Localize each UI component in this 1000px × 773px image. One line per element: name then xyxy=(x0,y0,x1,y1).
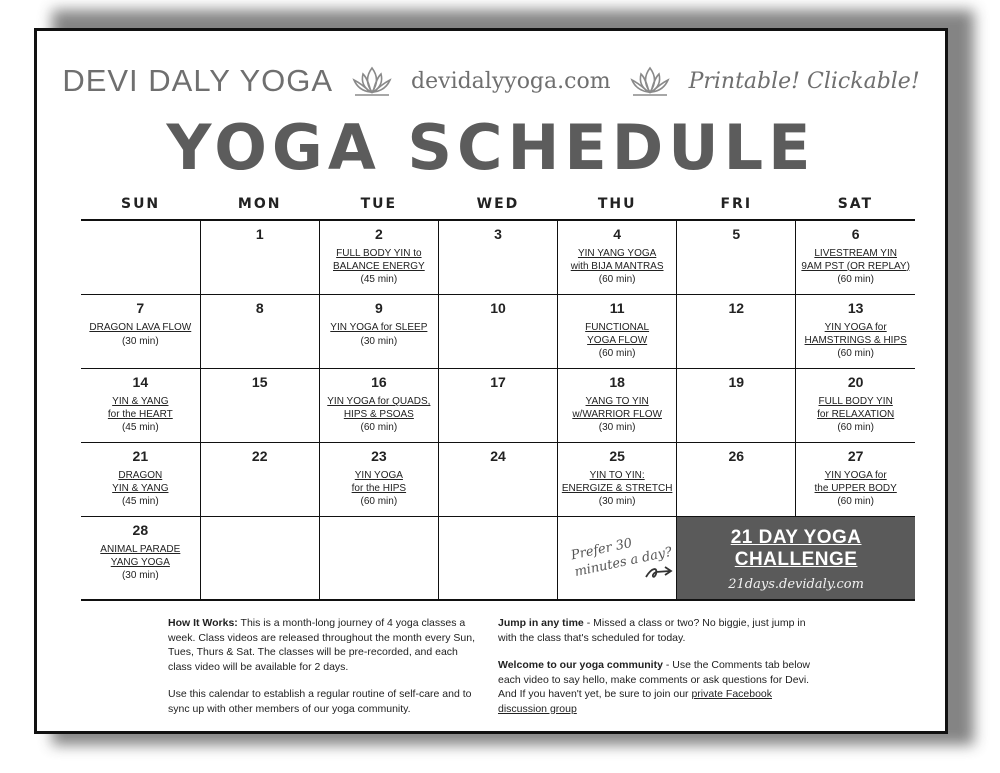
day-cell xyxy=(200,220,319,295)
day-number: 27 xyxy=(847,448,864,464)
lotus-icon xyxy=(627,64,673,98)
day-cell xyxy=(558,443,677,517)
class-link[interactable]: ANIMAL PARADE YANG YOGA xyxy=(100,544,181,568)
class-duration: (30 min) xyxy=(121,335,159,347)
day-number: 24 xyxy=(490,448,506,464)
class-link[interactable]: FULL BODY YIN to BALANCE ENERGY xyxy=(333,248,425,272)
day-number: 23 xyxy=(371,448,387,464)
week-row xyxy=(81,369,915,443)
day-number: 18 xyxy=(609,374,625,390)
day-cell-empty xyxy=(200,517,319,601)
day-cell xyxy=(677,220,796,295)
day-cell xyxy=(200,295,319,369)
day-cell xyxy=(558,295,677,369)
day-cell xyxy=(796,295,915,369)
day-cell xyxy=(438,443,557,517)
day-number: 13 xyxy=(847,300,864,316)
day-number: 21 xyxy=(132,448,149,464)
day-number: 20 xyxy=(847,374,864,390)
jump-label: Jump in any time xyxy=(498,617,584,629)
day-cell xyxy=(438,220,557,295)
class-duration: (45 min) xyxy=(121,496,159,507)
day-cell xyxy=(319,369,438,443)
week-row xyxy=(81,220,915,295)
day-cell xyxy=(796,220,915,295)
day-cell-empty xyxy=(438,517,557,601)
day-cell xyxy=(319,443,438,517)
community-notes xyxy=(498,616,814,729)
day-cell xyxy=(677,443,796,517)
facebook-group-link[interactable]: private Facebook discussion group xyxy=(498,688,773,715)
day-cell xyxy=(438,295,557,369)
weekday-label: WED xyxy=(438,189,557,220)
day-cell xyxy=(200,443,319,517)
class-duration: (60 min) xyxy=(360,496,398,507)
brand-row xyxy=(37,61,945,101)
day-number: 19 xyxy=(728,374,745,390)
day-number: 28 xyxy=(132,522,149,538)
day-number: 15 xyxy=(251,374,268,390)
day-number: 5 xyxy=(732,226,741,242)
day-number: 4 xyxy=(613,226,622,242)
weekday-label: FRI xyxy=(677,189,796,220)
day-cell xyxy=(319,295,438,369)
class-link[interactable]: YIN YOGA for HAMSTRINGS & HIPS xyxy=(804,322,907,346)
calendar-grid xyxy=(81,189,915,601)
class-link[interactable]: DRAGON LAVA FLOW xyxy=(89,322,192,333)
weekday-label: SUN xyxy=(81,189,200,220)
class-duration: (30 min) xyxy=(121,570,159,581)
day-number: 14 xyxy=(132,374,149,390)
class-duration: (30 min) xyxy=(360,335,398,347)
class-duration: (45 min) xyxy=(121,422,159,433)
class-link[interactable]: YIN YOGA for the UPPER BODY xyxy=(814,470,897,494)
class-duration: (45 min) xyxy=(360,274,398,285)
weekday-label: TUE xyxy=(319,189,438,220)
day-cell xyxy=(558,369,677,443)
day-number: 7 xyxy=(136,300,145,316)
day-cell xyxy=(677,295,796,369)
calendar-page xyxy=(34,28,948,734)
day-number: 25 xyxy=(609,448,625,464)
challenge-url[interactable]: 21days.devidaly.com xyxy=(728,576,864,592)
day-cell xyxy=(200,369,319,443)
day-cell xyxy=(81,369,200,443)
day-cell xyxy=(796,443,915,517)
website-link[interactable]: devidalyyoga.com xyxy=(411,68,611,94)
prefer-30-minutes-note xyxy=(558,517,677,601)
class-duration: (30 min) xyxy=(598,496,636,507)
curly-arrow-icon xyxy=(644,563,674,583)
class-link[interactable]: LIVESTREAM YIN 9AM PST (OR REPLAY) xyxy=(801,248,910,272)
weekday-label: MON xyxy=(200,189,319,220)
week-row xyxy=(81,295,915,369)
day-number: 17 xyxy=(490,374,506,390)
day-number: 22 xyxy=(251,448,268,464)
how-text: This is a month-long journey of 4 yoga classes a week. Class videos are released throughout the month every Sun, Tues, Thurs & Sat. The classes will be pre-recorded, and each class video will be available for 2 days. xyxy=(168,617,476,673)
class-link[interactable]: YIN YOGA for QUADS, HIPS & PSOAS xyxy=(327,396,431,420)
day-cell xyxy=(81,295,200,369)
weekday-label: SAT xyxy=(796,189,915,220)
day-number: 16 xyxy=(371,374,387,390)
challenge-banner[interactable] xyxy=(677,517,915,601)
class-duration: (60 min) xyxy=(837,348,875,359)
use-text: Use this calendar to establish a regular routine of self-care and to sync up with other members of our yoga community. xyxy=(168,688,472,715)
prefer-30-text: Prefer 30 minutes a day? xyxy=(569,535,674,581)
how-label: How It Works: xyxy=(168,617,238,629)
class-duration: (60 min) xyxy=(598,274,636,285)
page-title: YOGA SCHEDULE xyxy=(166,111,816,184)
day-number: 1 xyxy=(255,226,264,242)
day-cell xyxy=(81,517,200,601)
class-link[interactable]: YIN & YANG for the HEART xyxy=(107,396,173,420)
class-link[interactable]: YIN TO YIN: ENERGIZE & STRETCH xyxy=(561,470,673,494)
welcome-label: Welcome to our yoga community xyxy=(498,659,663,671)
lotus-icon xyxy=(349,64,395,98)
class-duration: (60 min) xyxy=(360,422,398,433)
day-number: 12 xyxy=(728,300,745,316)
class-duration: (60 min) xyxy=(837,274,875,285)
class-link[interactable]: YIN YANG YOGA with BIJA MANTRAS xyxy=(570,248,664,272)
class-link[interactable]: FUNCTIONAL YOGA FLOW xyxy=(585,322,650,346)
day-cell xyxy=(558,220,677,295)
day-cell xyxy=(319,220,438,295)
jump-text: - Missed a class or two? No biggie, just jump in with the class that's scheduled for today. xyxy=(498,617,806,644)
weekday-label: THU xyxy=(558,189,677,220)
class-link[interactable]: FULL BODY YIN for RELAXATION xyxy=(817,396,895,420)
class-link[interactable]: YIN YOGA for SLEEP xyxy=(330,322,428,333)
day-number: 26 xyxy=(728,448,745,464)
day-cell xyxy=(677,369,796,443)
day-number: 2 xyxy=(374,226,383,242)
day-number: 8 xyxy=(255,300,264,316)
class-duration: (60 min) xyxy=(837,496,875,507)
week-row xyxy=(81,443,915,517)
class-link[interactable]: DRAGON YIN & YANG xyxy=(112,470,169,494)
class-duration: (60 min) xyxy=(837,422,875,433)
class-duration: (60 min) xyxy=(598,348,636,359)
day-number: 10 xyxy=(490,300,506,316)
week-row xyxy=(81,517,915,601)
day-cell-empty xyxy=(81,220,200,295)
day-cell-empty xyxy=(319,517,438,601)
class-duration: (30 min) xyxy=(598,422,636,433)
challenge-title[interactable]: 21 DAY YOGA CHALLENGE xyxy=(730,526,862,570)
tagline: Printable! Clickable! xyxy=(688,68,920,94)
day-cell xyxy=(796,369,915,443)
weekday-header-row xyxy=(81,189,915,220)
how-it-works-notes xyxy=(168,616,478,729)
day-cell xyxy=(81,443,200,517)
day-number: 11 xyxy=(609,300,625,316)
day-number: 6 xyxy=(851,226,860,242)
day-number: 9 xyxy=(374,300,383,316)
day-number: 3 xyxy=(494,226,502,242)
class-link[interactable]: YANG TO YIN w/WARRIOR FLOW xyxy=(572,396,662,420)
welcome-text: - Use the Comments tab below each video to say hello, make comments or ask questions for Devi. And If you haven't yet, be sure to join our xyxy=(498,659,810,700)
day-cell xyxy=(438,369,557,443)
class-link[interactable]: YIN YOGA for the HIPS xyxy=(351,470,407,494)
brand-name: DEVI DALY YOGA xyxy=(62,63,334,98)
